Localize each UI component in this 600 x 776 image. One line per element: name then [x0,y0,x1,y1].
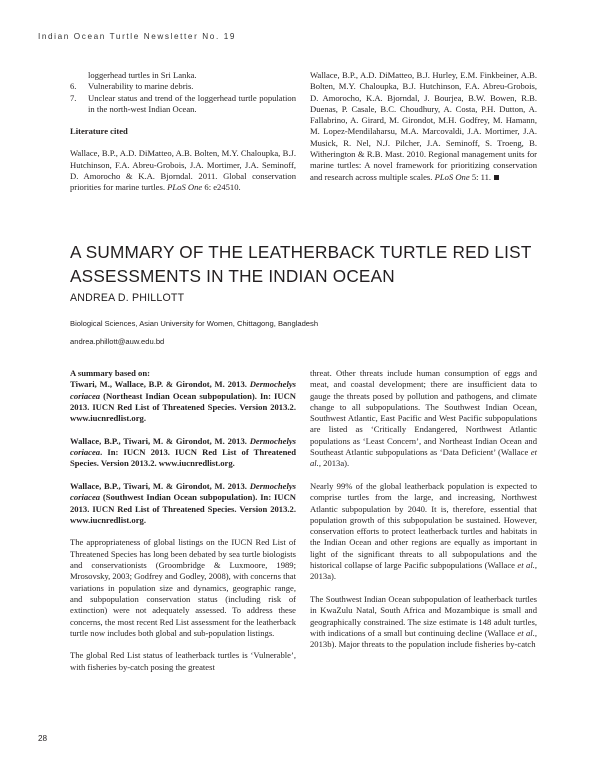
top-left-column [70,70,296,194]
list-number: 7. [70,92,77,103]
author-email: andrea.phillott@auw.edu.bd [70,337,165,346]
list-item-continued: loggerhead turtles in Sri Lanka. [88,70,197,80]
body-paragraph: Nearly 99% of the global leatherback population is expected to comprise turtles from the large, and increasing, Northwest Atlantic subpopulation by 2040. It is, therefore, essential that population growth of this subpopulation be sustained. However, conservation efforts to protect leatherback turtles and habitats in the Indian Ocean and other regions are equally as important in light of the significant threats to all subpopulations and the historical collapse of large Pacific subpopulations (Wallace et al., 2013a). [310,480,538,582]
source-reference-1: Tiwari, M., Wallace, B.P. & Girondot, M. 2013. Dermochelys coriacea (Northeast Indian Ocean subpopulation). In: IUCN 2013. IUCN Red List of Threatened Species. Version 2013.2. www.iucnredlist.org. [70,379,296,424]
literature-reference: Wallace, B.P., A.D. DiMatteo, B.J. Hurley, E.M. Finkbeiner, A.B. Bolten, M.Y. Chaloupka, B.J. Hutchinson, F.A. Abreu-Grobois, D. Amorocho, K.A. Bjorndal, J. Bourjea, B.W. Bowen, R.B. Duenas, P. Casale, B.C. Choudhury, A. Costa, P.H. Dutton, A. Fallabrino, A. Girard, M. Girondot, M.H. Godfrey, M. Hamann, M. Lopez-Mendilaharsu, M.A. Marcovaldi, J.A. Mortimer, J.A. Musick, R. Nel, N.J. Pilcher, J.A. Seminoff, S. Troeng, B. Witherington & R.B. Mast. 2010. Regional management units for marine turtles: A novel framework for prioritizing conservation and research across multiple scales. PLoS One 5: 11. [310,70,537,182]
body-paragraph: threat. Other threats include human consumption of eggs and meat, and coastal development; there are insufficient data to gauge the threats posed by pollution and pathogens, and climate change to all subpopulations. The Southwest Indian Ocean, Southwest Atlantic, East Pacific and West Pacific subpopulations are listed as ‘Critically Endangered, Northwest Atlantic populations as ‘Least Concern’, and Northeast Indian Ocean and Southeast Atlantic subpopulations as ‘Data Deficient’ (Wallace et al., 2013a). [310,368,537,469]
literature-reference: Wallace, B.P., A.D. DiMatteo, A.B. Bolten, M.Y. Chaloupka, B.J. Hutchinson, F.A. Abreu-Grobois, J.A. Mortimer, J.A. Seminoff, D. Amorocho & K.A. Bjorndal. 2011. Global conservation priorities for marine turtles. PLoS One 6: e24510. [70,148,296,193]
left-body-column [70,368,296,684]
species-name: Dermochelys coriacea [70,379,296,401]
list-text: Unclear status and trend of the loggerhead turtle population in the north-west Indian Ocean. [88,92,296,114]
running-header: Indian Ocean Turtle Newsletter No. 19 [38,32,237,41]
source-reference-3: Wallace, B.P., Tiwari, M. & Girondot, M. 2013. Dermochelys coriacea (Southwest Indian Ocean subpopulation). In: IUCN 2013. IUCN Red List of Threatened Species. Version 2013.2. www.iucnredlist.org. [70,480,296,525]
body-paragraph: The global Red List status of leatherback turtles is ‘Vulnerable’, with fisheries by-catch posing the greatest [70,650,296,672]
article-author: ANDREA D. PHILLOTT [70,292,185,304]
summary-based-on-heading: A summary based on: [70,368,150,378]
journal-name: PLoS One [167,182,203,193]
list-text: Vulnerability to marine debris. [88,81,194,92]
end-of-article-mark [494,175,499,180]
species-name: Dermochelys coriacea [70,435,296,458]
author-affiliation: Biological Sciences, Asian University for Women, Chittagong, Bangladesh [70,319,319,328]
page-number: 28 [38,734,48,743]
literature-cited-heading: Literature cited [70,126,128,137]
top-right-column [310,70,537,183]
list-item-7 [70,93,296,116]
list-number: 6. [70,81,77,92]
article-title: A SUMMARY OF THE LEATHERBACK TURTLE RED LIST ASSESSMENTS IN THE INDIAN OCEAN [70,242,532,286]
journal-name: PLoS One [434,171,470,182]
right-body-column [310,368,537,662]
body-paragraph: The appropriateness of global listings on the IUCN Red List of Threatened Species has long been debated by sea turtle biologists and conservationists (Groombridge & Luxmoore, 1989; Mrosovsky, 2003; Godfrey and Godley, 2008), with concerns that variations in population size and dynamics, geographic range, and subpopulation conservation status (including risk of extinction) were not adequately assessed. To address these concerns, the most recent Red List assessment for the leatherback turtle now includes both global and sub-population listings. [70,537,296,638]
source-reference-2: Wallace, B.P., Tiwari, M. & Girondot, M. 2013. Dermochelys coriacea. In: IUCN 2013. IUCN Red List of Threatened Species. Version 2013.2. www.iucnredlist.org. [70,435,296,469]
body-paragraph: The Southwest Indian Ocean subpopulation of leatherback turtles in KwaZulu Natal, South Africa and Mozambique is small and geographically constrained. The size estimate is 148 adult turtles, with indications of a small but continuing decline (Wallace et al., 2013b). Major threats to the population include fisheries by-catch [310,593,538,650]
list-item-6 [70,81,296,92]
species-name: Dermochelys coriacea [70,480,296,503]
